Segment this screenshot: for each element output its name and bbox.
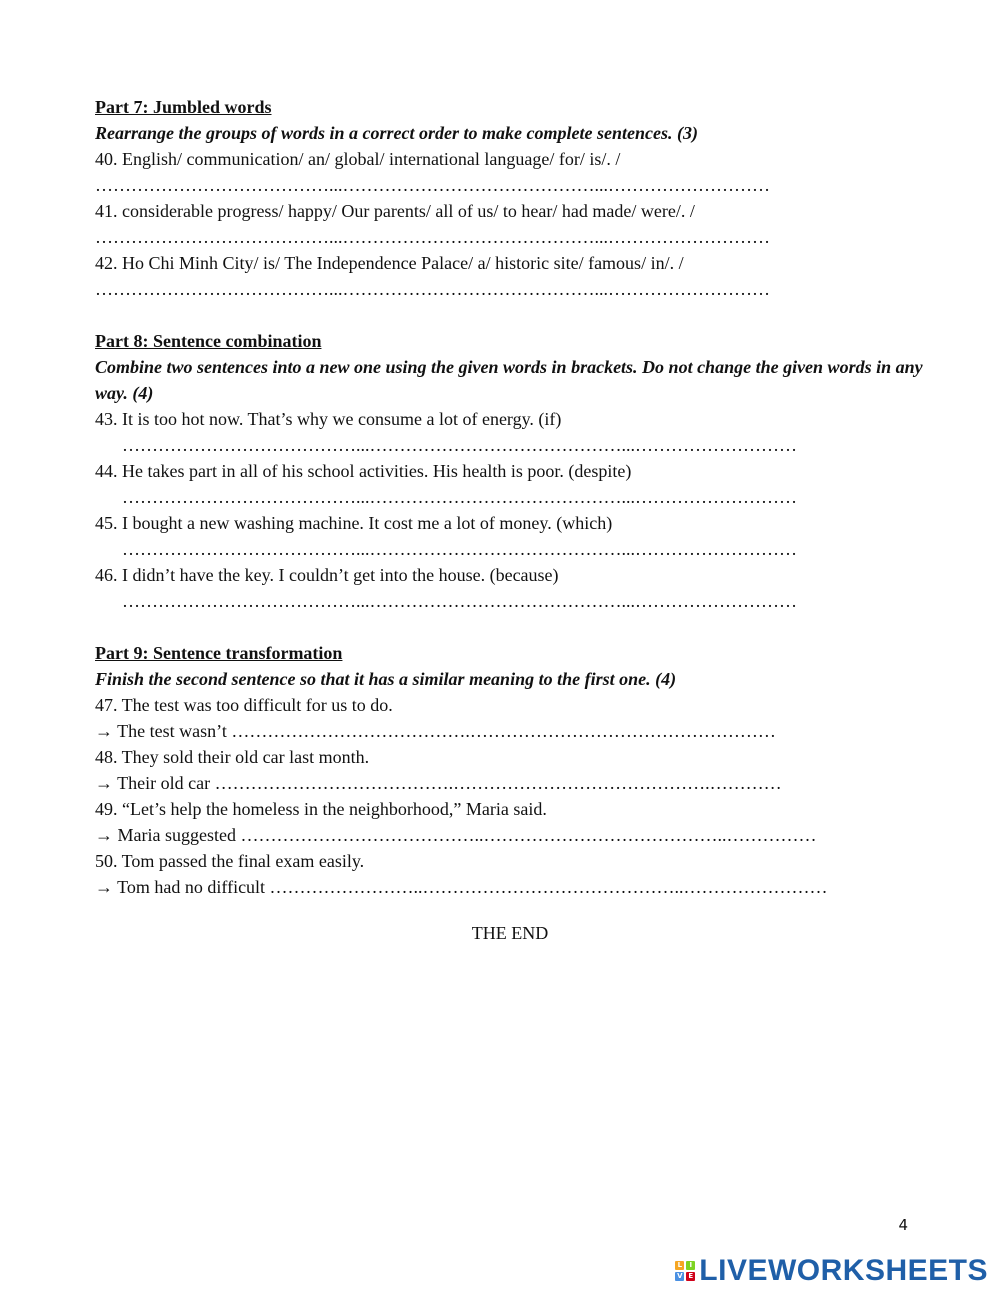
answer-line-40[interactable]: …………………………………...……………………………………...………………………	[95, 175, 770, 195]
question-49: 49. “Let’s help the homeless in the neighborhood,” Maria said.	[95, 799, 547, 819]
answer-line-41[interactable]: …………………………………...……………………………………...………………………	[95, 227, 770, 247]
answer-line-46[interactable]: …………………………………...……………………………………...………………………	[122, 591, 797, 611]
section-spacer	[95, 302, 925, 328]
question-42: 42. Ho Chi Minh City/ is/ The Independence Palace/ a/ historic site/ famous/ in/. /	[95, 253, 684, 273]
answer-line-42[interactable]: …………………………………...……………………………………...………………………	[95, 279, 770, 299]
answer-line-49[interactable]: → Maria suggested …………………………………..…………………………………..……………	[95, 825, 817, 845]
answer-line-43[interactable]: …………………………………...……………………………………...………………………	[122, 435, 797, 455]
part7-instruction: Rearrange the groups of words in a correct order to make complete sentences. (3)	[95, 123, 698, 143]
logo-letter: V	[677, 1272, 683, 1280]
logo-letter: L	[675, 1261, 684, 1270]
section-spacer	[95, 614, 925, 640]
question-43: 43. It is too hot now. That’s why we consume a lot of energy. (if)	[95, 409, 562, 429]
liveworksheets-logo[interactable]	[675, 1254, 988, 1288]
part7-heading: Part 7: Jumbled words	[95, 97, 272, 117]
part9-heading: Part 9: Sentence transformation	[95, 643, 343, 663]
question-46: 46. I didn’t have the key. I couldn’t get into the house. (because)	[95, 565, 559, 585]
answer-line-45[interactable]: …………………………………...……………………………………...………………………	[122, 539, 797, 559]
answer-line-47[interactable]: → The test wasn’t ………………………………….……………………………………………	[95, 721, 776, 741]
part8-instruction: Combine two sentences into a new one using the given words in brackets. Do not change the given words in any way. (4)	[95, 357, 923, 403]
question-48: 48. They sold their old car last month.	[95, 747, 370, 767]
question-41: 41. considerable progress/ happy/ Our parents/ all of us/ to hear/ had made/ were/. /	[95, 201, 695, 221]
question-45: 45. I bought a new washing machine. It cost me a lot of money. (which)	[95, 513, 613, 533]
logo-letter: E	[686, 1272, 695, 1281]
answer-line-44[interactable]: …………………………………...……………………………………...………………………	[122, 487, 797, 507]
liveworksheets-logo-icon	[675, 1261, 695, 1281]
question-44: 44. He takes part in all of his school activities. His health is poor. (despite)	[95, 461, 632, 481]
answer-line-50[interactable]: → Tom had no difficult ……………………..……………………………………..……………………	[95, 877, 828, 897]
the-end-text: THE END	[471, 923, 549, 943]
question-50: 50. Tom passed the final exam easily.	[95, 851, 365, 871]
logo-letter: I	[686, 1261, 695, 1270]
liveworksheets-wordmark: LIVEWORKSHEETS	[699, 1254, 988, 1287]
page-number: 4	[898, 1216, 908, 1234]
part8-heading: Part 8: Sentence combination	[95, 331, 322, 351]
answer-line-48[interactable]: → Their old car ………………………………….…………………………………….…………	[95, 773, 782, 793]
question-40: 40. English/ communication/ an/ global/ international language/ for/ is/. /	[95, 149, 621, 169]
part9-instruction: Finish the second sentence so that it has a similar meaning to the first one. (4)	[95, 669, 677, 689]
question-47: 47. The test was too difficult for us to do.	[95, 695, 393, 715]
worksheet-page	[95, 94, 925, 946]
